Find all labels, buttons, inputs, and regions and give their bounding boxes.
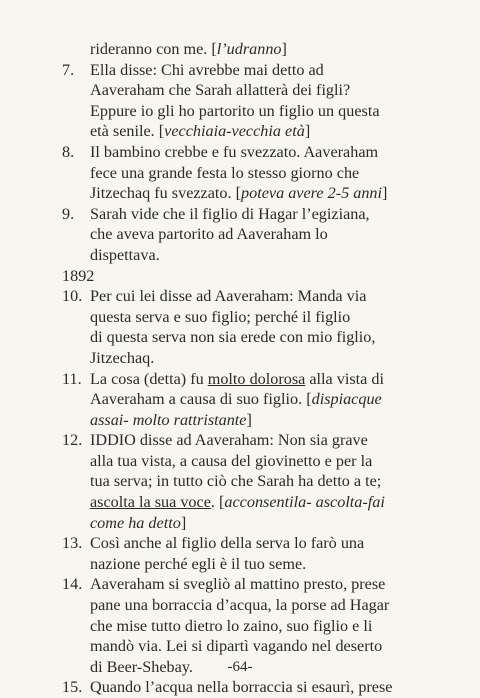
verse-number: 14. xyxy=(62,575,83,594)
line-text: ] xyxy=(180,513,187,532)
italic-gloss: dispiacque xyxy=(311,390,382,409)
italic-gloss: vecchiaia-vecchia età xyxy=(164,122,305,141)
underlined-text: molto dolorosa xyxy=(207,369,306,388)
text-line xyxy=(62,266,444,287)
line-text: IDDIO disse ad Aaveraham: Non sia grave xyxy=(90,431,368,450)
page-number: -64- xyxy=(227,659,253,675)
verse-number: 8. xyxy=(62,142,75,161)
line-text: di Beer-Shebay. xyxy=(90,657,193,676)
text-line xyxy=(62,121,444,142)
text-line xyxy=(62,595,444,616)
line-text: pane una borraccia d’acqua, la porse ad Hagar xyxy=(90,596,390,615)
line-text: di questa serva non sia erede con mio figlio, xyxy=(90,328,376,347)
italic-gloss: assai- molto rattristante xyxy=(90,410,247,429)
line-text: alla vista di xyxy=(305,369,384,388)
line-text: Aaveraham a causa di suo figlio. [ xyxy=(90,390,312,409)
verse-number: 7. xyxy=(62,60,75,79)
line-text: La cosa (detta) fu xyxy=(90,369,208,388)
verse-number: 10. xyxy=(62,287,83,306)
text-line xyxy=(62,39,444,60)
line-text: Quando l’acqua nella borraccia si esaurì, prese xyxy=(90,678,393,697)
line-text: Aaveraham che Sarah allatterà dei figli? xyxy=(90,81,351,100)
text-line xyxy=(62,163,444,184)
line-text: Aaveraham si svegliò al mattino presto, prese xyxy=(90,575,386,594)
line-text: ] xyxy=(246,410,252,429)
line-text: nazione perché egli è il tuo seme. xyxy=(90,554,307,573)
text-line xyxy=(62,533,444,554)
text-line xyxy=(62,245,444,266)
text-line xyxy=(62,616,444,637)
text-line xyxy=(62,204,444,225)
line-text: dispettava. xyxy=(90,245,160,264)
verse-number: 13. xyxy=(62,534,83,553)
body-text xyxy=(62,39,444,698)
line-text: Jitzechaq fu svezzato. [ xyxy=(90,184,242,203)
line-text: rideranno con me. [ xyxy=(90,40,217,58)
line-text: Jitzechaq. xyxy=(90,348,155,367)
line-text: mandò via. Lei si dipartì vagando nel deserto xyxy=(90,637,383,656)
line-text: che aveva partorito ad Aaveraham lo xyxy=(90,225,328,244)
text-line xyxy=(62,101,444,122)
line-text: Così anche al figlio della serva lo farò una xyxy=(90,534,365,553)
text-line xyxy=(62,369,444,390)
text-line xyxy=(62,286,444,307)
text-line xyxy=(62,677,444,698)
text-line xyxy=(62,554,444,575)
line-text: Ella disse: Chi avrebbe mai detto ad xyxy=(90,60,324,79)
italic-gloss: come ha detto xyxy=(90,513,181,532)
text-line xyxy=(62,327,444,348)
text-line xyxy=(62,492,444,513)
line-text: ] xyxy=(304,122,311,141)
text-line xyxy=(62,307,444,328)
italic-gloss: acconsentila- ascolta-fai xyxy=(224,493,385,512)
line-text: . [ xyxy=(210,493,225,512)
text-line xyxy=(62,142,444,163)
line-text: Eppure io gli ho partorito un figlio un questa xyxy=(90,101,380,120)
text-line xyxy=(62,574,444,595)
text-line xyxy=(62,430,444,451)
line-text: questa serva e suo figlio; perché il figlio xyxy=(90,307,351,326)
line-text: Sarah vide che il figlio di Hagar l’egiziana, xyxy=(90,204,370,223)
line-text: che mise tutto dietro lo zaino, suo figlio e li xyxy=(90,616,373,635)
text-line xyxy=(62,389,444,410)
italic-gloss: poteva avere 2-5 anni xyxy=(241,184,383,203)
text-line xyxy=(62,224,444,245)
verse-number: 15. xyxy=(62,678,83,697)
line-text: Il bambino crebbe e fu svezzato. Aaveraham xyxy=(90,142,379,161)
line-text: ] xyxy=(281,40,287,58)
line-text: ] xyxy=(382,184,388,203)
text-line xyxy=(62,410,444,431)
line-text: tua serva; in tutto ciò che Sarah ha detto a te; xyxy=(90,472,382,491)
text-line xyxy=(62,451,444,472)
italic-gloss: l’udranno xyxy=(216,40,282,58)
text-line xyxy=(62,348,444,369)
line-text: Per cui lei disse ad Aaveraham: Manda via xyxy=(90,287,367,306)
text-line xyxy=(62,80,444,101)
verse-ref: 1892 xyxy=(62,266,95,285)
line-text: età senile. [ xyxy=(90,122,165,141)
line-text: alla tua vista, a causa del giovinetto e per la xyxy=(90,451,373,470)
text-line xyxy=(62,183,444,204)
verse-number: 9. xyxy=(62,204,75,223)
underlined-text: ascolta la sua voce xyxy=(90,493,211,512)
verse-number: 12. xyxy=(62,431,83,450)
text-line xyxy=(62,60,444,81)
text-line xyxy=(62,513,444,534)
text-line xyxy=(62,636,444,657)
line-text: fece una grande festa lo stesso giorno che xyxy=(90,163,360,182)
text-line xyxy=(62,471,444,492)
verse-number: 11. xyxy=(62,369,82,388)
